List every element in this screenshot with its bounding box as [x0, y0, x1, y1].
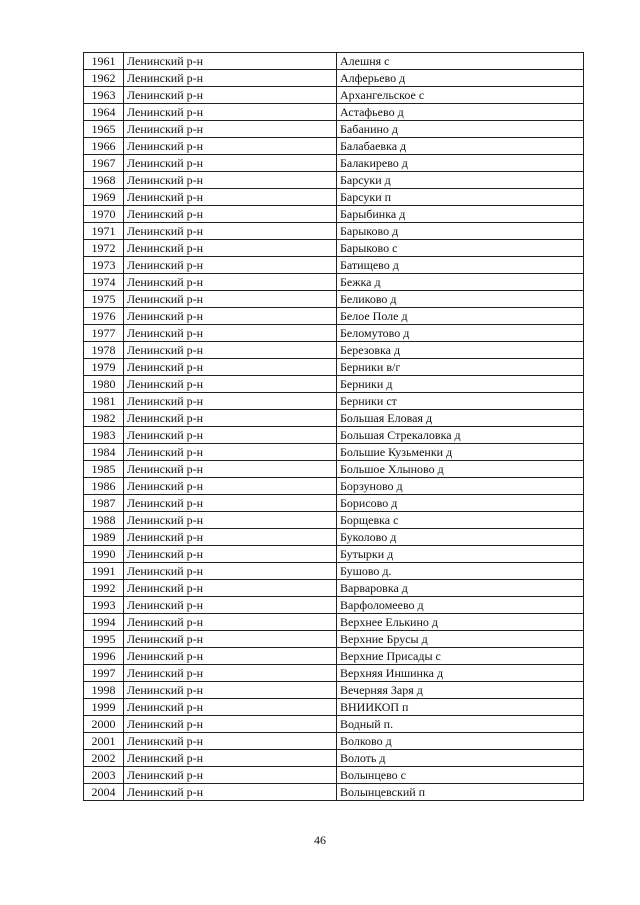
- settlement-cell: Борисово д: [337, 495, 584, 512]
- district-cell: Ленинский р-н: [124, 784, 337, 801]
- row-number: 1970: [84, 206, 124, 223]
- settlement-cell: Берники в/г: [337, 359, 584, 376]
- row-number: 1993: [84, 597, 124, 614]
- district-cell: Ленинский р-н: [124, 767, 337, 784]
- settlement-cell: Бабанино д: [337, 121, 584, 138]
- district-cell: Ленинский р-н: [124, 325, 337, 342]
- settlement-cell: Варфоломеево д: [337, 597, 584, 614]
- row-number: 1980: [84, 376, 124, 393]
- table-row: [84, 495, 584, 512]
- table-row: [84, 614, 584, 631]
- settlement-cell: Волынцево с: [337, 767, 584, 784]
- district-cell: Ленинский р-н: [124, 240, 337, 257]
- row-number: 2000: [84, 716, 124, 733]
- row-number: 1975: [84, 291, 124, 308]
- settlement-cell: Верхние Брусы д: [337, 631, 584, 648]
- district-cell: Ленинский р-н: [124, 733, 337, 750]
- row-number: 1992: [84, 580, 124, 597]
- table-row: [84, 699, 584, 716]
- table-row: [84, 376, 584, 393]
- district-cell: Ленинский р-н: [124, 257, 337, 274]
- table-row: [84, 325, 584, 342]
- table-row: [84, 138, 584, 155]
- district-cell: Ленинский р-н: [124, 444, 337, 461]
- settlement-cell: Буколово д: [337, 529, 584, 546]
- district-cell: Ленинский р-н: [124, 359, 337, 376]
- page-number: 46: [314, 833, 326, 847]
- row-number: 1978: [84, 342, 124, 359]
- table-row: [84, 546, 584, 563]
- row-number: 1972: [84, 240, 124, 257]
- table-row: [84, 53, 584, 70]
- district-cell: Ленинский р-н: [124, 614, 337, 631]
- district-cell: Ленинский р-н: [124, 750, 337, 767]
- table-row: [84, 342, 584, 359]
- table-row: [84, 631, 584, 648]
- row-number: 1974: [84, 274, 124, 291]
- table-row: [84, 750, 584, 767]
- settlement-cell: Барсуки д: [337, 172, 584, 189]
- table-row: [84, 716, 584, 733]
- settlement-cell: Балабаевка д: [337, 138, 584, 155]
- district-cell: Ленинский р-н: [124, 104, 337, 121]
- row-number: 1979: [84, 359, 124, 376]
- settlement-cell: Варваровка д: [337, 580, 584, 597]
- district-cell: Ленинский р-н: [124, 427, 337, 444]
- settlement-cell: Барсуки п: [337, 189, 584, 206]
- settlement-cell: ВНИИКОП п: [337, 699, 584, 716]
- district-cell: Ленинский р-н: [124, 478, 337, 495]
- district-cell: Ленинский р-н: [124, 597, 337, 614]
- district-cell: Ленинский р-н: [124, 308, 337, 325]
- district-cell: Ленинский р-н: [124, 410, 337, 427]
- district-cell: Ленинский р-н: [124, 376, 337, 393]
- table-row: [84, 189, 584, 206]
- table-row: [84, 87, 584, 104]
- settlement-cell: Верхние Присады с: [337, 648, 584, 665]
- settlement-cell: Волоть д: [337, 750, 584, 767]
- settlement-cell: Верхнее Елькино д: [337, 614, 584, 631]
- row-number: 2003: [84, 767, 124, 784]
- settlement-cell: Борщевка с: [337, 512, 584, 529]
- settlement-cell: Алферьево д: [337, 70, 584, 87]
- row-number: 1964: [84, 104, 124, 121]
- district-cell: Ленинский р-н: [124, 70, 337, 87]
- district-cell: Ленинский р-н: [124, 155, 337, 172]
- row-number: 1994: [84, 614, 124, 631]
- table-row: [84, 665, 584, 682]
- row-number: 1989: [84, 529, 124, 546]
- row-number: 1998: [84, 682, 124, 699]
- district-cell: Ленинский р-н: [124, 87, 337, 104]
- table-row: [84, 682, 584, 699]
- table-row: [84, 206, 584, 223]
- row-number: 1962: [84, 70, 124, 87]
- settlement-cell: Верхняя Иншинка д: [337, 665, 584, 682]
- row-number: 2002: [84, 750, 124, 767]
- settlement-cell: Бежка д: [337, 274, 584, 291]
- row-number: 1995: [84, 631, 124, 648]
- table-row: [84, 648, 584, 665]
- row-number: 1969: [84, 189, 124, 206]
- row-number: 1971: [84, 223, 124, 240]
- district-cell: Ленинский р-н: [124, 138, 337, 155]
- row-number: 1965: [84, 121, 124, 138]
- row-number: 1968: [84, 172, 124, 189]
- row-number: 2004: [84, 784, 124, 801]
- settlement-cell: Бушово д.: [337, 563, 584, 580]
- district-cell: Ленинский р-н: [124, 529, 337, 546]
- district-cell: Ленинский р-н: [124, 665, 337, 682]
- row-number: 1988: [84, 512, 124, 529]
- row-number: 1985: [84, 461, 124, 478]
- table-row: [84, 444, 584, 461]
- settlement-cell: Беликово д: [337, 291, 584, 308]
- settlement-cell: Барыково д: [337, 223, 584, 240]
- settlement-cell: Большие Кузьменки д: [337, 444, 584, 461]
- table-row: [84, 274, 584, 291]
- table-row: [84, 733, 584, 750]
- table-row: [84, 257, 584, 274]
- settlement-cell: Большое Хлыново д: [337, 461, 584, 478]
- table-row: [84, 223, 584, 240]
- district-cell: Ленинский р-н: [124, 274, 337, 291]
- table-row: [84, 393, 584, 410]
- table-row: [84, 172, 584, 189]
- district-cell: Ленинский р-н: [124, 291, 337, 308]
- row-number: 1966: [84, 138, 124, 155]
- settlement-cell: Волынцевский п: [337, 784, 584, 801]
- district-cell: Ленинский р-н: [124, 563, 337, 580]
- district-cell: Ленинский р-н: [124, 512, 337, 529]
- settlement-cell: Большая Стрекаловка д: [337, 427, 584, 444]
- settlement-cell: Волково д: [337, 733, 584, 750]
- district-cell: Ленинский р-н: [124, 716, 337, 733]
- settlement-cell: Беломутово д: [337, 325, 584, 342]
- row-number: 1963: [84, 87, 124, 104]
- table-row: [84, 767, 584, 784]
- settlement-cell: Батищево д: [337, 257, 584, 274]
- table-row: [84, 529, 584, 546]
- row-number: 1997: [84, 665, 124, 682]
- row-number: 1976: [84, 308, 124, 325]
- row-number: 1977: [84, 325, 124, 342]
- district-cell: Ленинский р-н: [124, 631, 337, 648]
- district-cell: Ленинский р-н: [124, 121, 337, 138]
- table-row: [84, 308, 584, 325]
- row-number: 1990: [84, 546, 124, 563]
- settlement-cell: Вечерняя Заря д: [337, 682, 584, 699]
- row-number: 1982: [84, 410, 124, 427]
- district-cell: Ленинский р-н: [124, 189, 337, 206]
- row-number: 1996: [84, 648, 124, 665]
- district-cell: Ленинский р-н: [124, 461, 337, 478]
- district-cell: Ленинский р-н: [124, 172, 337, 189]
- district-cell: Ленинский р-н: [124, 53, 337, 70]
- settlement-cell: Астафьево д: [337, 104, 584, 121]
- row-number: 1983: [84, 427, 124, 444]
- table-row: [84, 512, 584, 529]
- settlement-cell: Барыково с: [337, 240, 584, 257]
- district-cell: Ленинский р-н: [124, 342, 337, 359]
- settlement-cell: Берники ст: [337, 393, 584, 410]
- table-row: [84, 291, 584, 308]
- settlement-cell: Белое Поле д: [337, 308, 584, 325]
- table-row: [84, 359, 584, 376]
- district-cell: Ленинский р-н: [124, 580, 337, 597]
- settlement-cell: Водный п.: [337, 716, 584, 733]
- row-number: 1981: [84, 393, 124, 410]
- row-number: 1999: [84, 699, 124, 716]
- settlement-cell: Березовка д: [337, 342, 584, 359]
- table-row: [84, 155, 584, 172]
- settlement-cell: Архангельское с: [337, 87, 584, 104]
- row-number: 1984: [84, 444, 124, 461]
- district-cell: Ленинский р-н: [124, 393, 337, 410]
- district-cell: Ленинский р-н: [124, 648, 337, 665]
- table-row: [84, 410, 584, 427]
- table-row: [84, 461, 584, 478]
- settlement-cell: Бутырки д: [337, 546, 584, 563]
- district-cell: Ленинский р-н: [124, 546, 337, 563]
- row-number: 1961: [84, 53, 124, 70]
- district-cell: Ленинский р-н: [124, 682, 337, 699]
- row-number: 1987: [84, 495, 124, 512]
- table-row: [84, 427, 584, 444]
- table-row: [84, 784, 584, 801]
- row-number: 1991: [84, 563, 124, 580]
- table-row: [84, 240, 584, 257]
- settlement-cell: Балакирево д: [337, 155, 584, 172]
- table-row: [84, 70, 584, 87]
- settlement-cell: Берники д: [337, 376, 584, 393]
- table-row: [84, 478, 584, 495]
- table-body: [84, 53, 584, 801]
- settlements-table: [83, 52, 584, 801]
- table-row: [84, 597, 584, 614]
- district-cell: Ленинский р-н: [124, 495, 337, 512]
- settlement-cell: Барыбинка д: [337, 206, 584, 223]
- row-number: 1967: [84, 155, 124, 172]
- district-cell: Ленинский р-н: [124, 699, 337, 716]
- settlement-cell: Алешня с: [337, 53, 584, 70]
- settlement-cell: Борзуново д: [337, 478, 584, 495]
- row-number: 1973: [84, 257, 124, 274]
- table-row: [84, 563, 584, 580]
- row-number: 1986: [84, 478, 124, 495]
- row-number: 2001: [84, 733, 124, 750]
- table-row: [84, 121, 584, 138]
- district-cell: Ленинский р-н: [124, 206, 337, 223]
- settlement-cell: Большая Еловая д: [337, 410, 584, 427]
- district-cell: Ленинский р-н: [124, 223, 337, 240]
- table-row: [84, 104, 584, 121]
- table-row: [84, 580, 584, 597]
